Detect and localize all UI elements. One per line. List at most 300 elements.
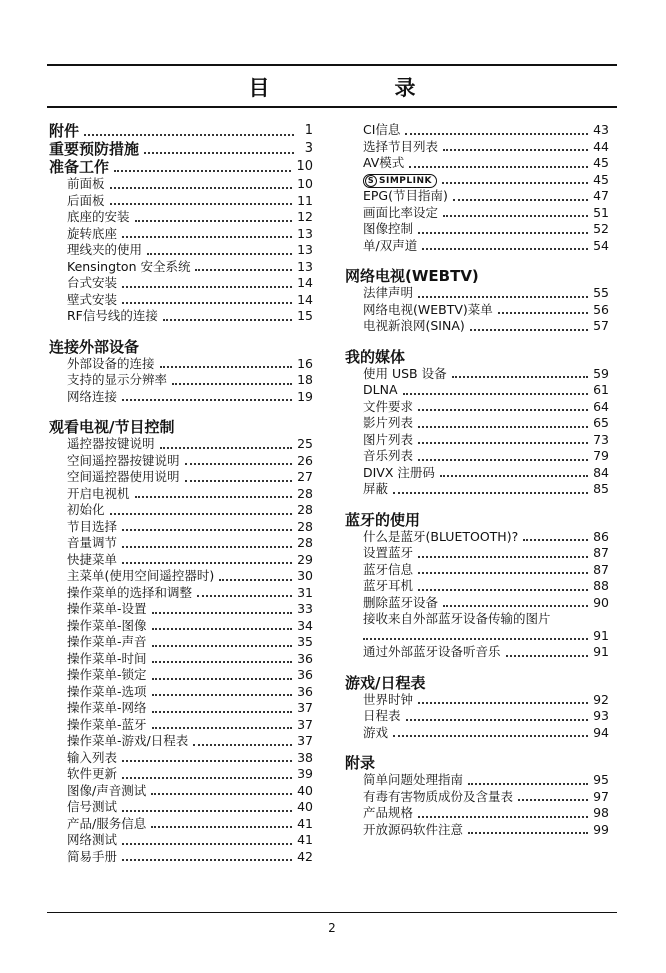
toc-entry[interactable] <box>345 822 609 839</box>
toc-entry[interactable] <box>345 415 609 432</box>
dot-leader <box>122 777 292 779</box>
toc-entry-label: 接收来自外部蓝牙设备传输的图片 <box>363 611 551 626</box>
toc-entry-label: 音量调节 <box>67 535 118 550</box>
toc-entry[interactable] <box>345 302 609 319</box>
toc-entry-label: 底座的安装 <box>67 209 130 224</box>
dot-leader <box>151 826 292 828</box>
page-ref: 47 <box>593 188 609 203</box>
dot-leader <box>152 694 293 696</box>
page-ref: 34 <box>297 617 313 633</box>
dot-leader <box>418 442 588 444</box>
toc-entry[interactable] <box>345 366 609 383</box>
toc-section <box>49 158 313 325</box>
dot-leader <box>122 859 292 861</box>
page-ref: 87 <box>593 545 609 560</box>
toc-entry[interactable] <box>345 481 609 498</box>
page-ref: 37 <box>297 700 313 715</box>
page-ref: 95 <box>593 772 609 787</box>
page-ref: 27 <box>297 469 313 484</box>
toc-entry-label: DIVX 注册码 <box>363 464 435 480</box>
dot-leader <box>393 735 588 737</box>
toc-entry[interactable] <box>345 789 609 806</box>
toc-entry-label: 操作菜单-声音 <box>67 634 147 649</box>
dot-leader <box>152 711 293 713</box>
section-heading[interactable] <box>345 754 609 772</box>
toc-entry[interactable] <box>49 308 313 325</box>
toc-section <box>345 511 609 661</box>
toc-entry-label: 图像控制 <box>363 221 414 236</box>
toc-entry[interactable] <box>49 453 313 470</box>
toc-entry-label: 旋转底座 <box>67 225 118 241</box>
page-ref: 98 <box>593 805 609 820</box>
toc-entry-label: 法律声明 <box>363 285 414 300</box>
toc-entry[interactable] <box>345 644 609 661</box>
toc-entry-label: DLNA <box>363 382 398 397</box>
toc-entry-label: 音乐列表 <box>363 448 414 463</box>
toc-section <box>49 140 313 158</box>
dot-leader <box>418 426 588 428</box>
toc-entry-label: 外部设备的连接 <box>67 355 155 371</box>
page-ref: 13 <box>297 225 313 241</box>
dot-leader <box>185 463 293 465</box>
toc-entry[interactable] <box>49 717 313 734</box>
dot-leader <box>195 269 292 271</box>
toc-entry[interactable] <box>345 611 609 628</box>
page-ref: 14 <box>297 291 313 307</box>
toc-entry-label: 网络电视(WEBTV)菜单 <box>363 301 493 317</box>
dot-leader <box>122 399 292 401</box>
toc-entry[interactable] <box>49 618 313 635</box>
section-heading[interactable] <box>49 338 313 356</box>
page-ref: 28 <box>297 485 313 501</box>
page-ref: 28 <box>297 535 313 550</box>
page-ref: 14 <box>297 275 313 290</box>
toc-entry-label: 产品规格 <box>363 805 414 820</box>
toc-entry-label: 游戏 <box>363 724 389 740</box>
toc-entry[interactable] <box>345 529 609 546</box>
dot-leader <box>110 513 293 515</box>
toc-entry[interactable] <box>345 545 609 562</box>
dot-leader <box>122 760 292 762</box>
toc-entry-label: 操作菜单-网络 <box>67 700 147 715</box>
page-ref: 40 <box>297 782 313 798</box>
toc-entry[interactable] <box>49 519 313 536</box>
toc-entry-label: 台式安装 <box>67 275 118 290</box>
toc-entry[interactable] <box>49 242 313 259</box>
toc-section <box>345 754 609 838</box>
dot-leader <box>498 312 588 314</box>
toc-entry-continuation[interactable] <box>345 628 609 645</box>
dot-leader <box>406 719 589 721</box>
page-ref: 45 <box>593 155 609 170</box>
dot-leader <box>393 492 588 494</box>
dot-leader <box>152 661 293 663</box>
page-ref: 97 <box>593 788 609 804</box>
page-ref: 36 <box>297 650 313 666</box>
toc-entry[interactable] <box>49 193 313 210</box>
toc-entry-label: 删除蓝牙设备 <box>363 594 439 610</box>
toc-entry-label: 简单问题处理指南 <box>363 772 464 787</box>
toc-entry-label: 什么是蓝牙(BLUETOOTH)? <box>363 528 519 544</box>
dot-leader <box>193 744 292 746</box>
toc-entry[interactable] <box>345 122 609 139</box>
toc-entry[interactable] <box>49 275 313 292</box>
page-ref: 93 <box>593 708 609 723</box>
dot-leader <box>422 248 588 250</box>
toc-entry-label: 操作菜单-图像 <box>67 617 147 633</box>
toc-entry[interactable] <box>49 535 313 552</box>
toc-entry[interactable] <box>345 595 609 612</box>
dot-leader <box>418 556 588 558</box>
toc-entry[interactable] <box>49 502 313 519</box>
toc-entry-label: 蓝牙信息 <box>363 561 414 577</box>
section-heading[interactable] <box>345 348 609 366</box>
dot-leader <box>152 645 293 647</box>
toc-entry[interactable] <box>345 382 609 399</box>
page-ref: 88 <box>593 578 609 593</box>
section-heading[interactable] <box>345 511 609 529</box>
dot-leader <box>163 319 292 321</box>
toc-entry[interactable] <box>345 805 609 822</box>
section-heading-label: 附件 <box>49 122 80 140</box>
toc-entry[interactable] <box>345 318 609 335</box>
section-heading[interactable] <box>49 418 313 436</box>
page-ref: 37 <box>297 716 313 732</box>
dot-leader <box>440 475 588 477</box>
toc-entry-label: 理线夹的使用 <box>67 242 143 257</box>
dot-leader <box>506 655 589 657</box>
page-ref: 99 <box>593 821 609 837</box>
toc-entry[interactable] <box>49 799 313 816</box>
toc-entry-label: 图像/声音测试 <box>67 782 147 798</box>
toc-entry[interactable] <box>345 432 609 449</box>
page-ref: 45 <box>593 171 609 187</box>
toc-entry[interactable] <box>49 209 313 226</box>
page-ref: 43 <box>593 122 609 137</box>
page-ref: 64 <box>593 398 609 414</box>
toc-entry[interactable] <box>49 226 313 243</box>
dot-leader <box>518 799 588 801</box>
toc-entry-label: 前面板 <box>67 176 105 191</box>
dot-leader <box>418 702 588 704</box>
toc-entry-label: EPG(节目指南) <box>363 188 448 203</box>
dot-leader <box>442 182 588 184</box>
dot-leader <box>418 232 588 234</box>
dot-leader <box>122 529 292 531</box>
toc-entry[interactable] <box>345 172 609 189</box>
page-ref: 13 <box>297 258 313 274</box>
toc-section <box>345 348 609 498</box>
page-ref: 31 <box>297 584 313 600</box>
dot-leader <box>443 149 588 151</box>
section-heading-label: 游戏/日程表 <box>345 673 426 692</box>
page-ref: 3 <box>304 141 313 156</box>
toc-entry[interactable] <box>49 389 313 406</box>
page-ref: 29 <box>297 551 313 567</box>
page-ref: 57 <box>593 318 609 333</box>
page-ref: 26 <box>297 452 313 468</box>
toc-entry[interactable] <box>49 849 313 866</box>
toc-entry[interactable] <box>49 816 313 833</box>
dot-leader <box>122 810 292 812</box>
page-ref: 1 <box>304 123 313 138</box>
toc-entry[interactable] <box>345 465 609 482</box>
dot-leader <box>443 605 588 607</box>
toc-entry[interactable] <box>49 372 313 389</box>
toc-entry[interactable] <box>49 176 313 193</box>
section-heading-label: 蓝牙的使用 <box>345 510 421 529</box>
toc-entry-label: 信号测试 <box>67 799 118 814</box>
page-ref: 36 <box>297 667 313 682</box>
toc-entry[interactable] <box>49 733 313 750</box>
page-ref: 91 <box>593 644 609 659</box>
toc-entry[interactable] <box>49 783 313 800</box>
dot-leader <box>219 579 292 581</box>
section-heading-label: 我的媒体 <box>345 347 406 366</box>
page-ref: 86 <box>593 528 609 544</box>
section-heading-label: 网络电视(WEBTV) <box>345 267 479 285</box>
toc-entry[interactable] <box>49 585 313 602</box>
toc-entry-label: 操作菜单-游戏/日程表 <box>67 733 189 748</box>
toc-entry[interactable] <box>49 634 313 651</box>
toc-section <box>49 338 313 406</box>
page-ref: 51 <box>593 204 609 220</box>
toc-entry[interactable] <box>345 238 609 255</box>
dot-leader <box>147 253 292 255</box>
toc-entry-label: 通过外部蓝牙设备听音乐 <box>363 644 501 659</box>
page-ref: 16 <box>297 355 313 371</box>
toc-entry-label: 遥控器按键说明 <box>67 436 155 451</box>
page-ref: 12 <box>297 209 313 224</box>
toc-entry-label: 影片列表 <box>363 415 414 430</box>
page-ref: 55 <box>593 285 609 300</box>
page-ref: 13 <box>297 242 313 257</box>
toc-entry[interactable] <box>49 436 313 453</box>
dot-leader <box>363 638 588 640</box>
toc-entry[interactable] <box>345 772 609 789</box>
page-ref: 37 <box>297 733 313 748</box>
toc-entry[interactable] <box>49 568 313 585</box>
toc-entry[interactable] <box>49 486 313 503</box>
dot-leader <box>151 793 292 795</box>
dot-leader <box>470 329 588 331</box>
toc-entry-label: 有毒有害物质成份及含量表 <box>363 788 514 804</box>
page-ref: 92 <box>593 691 609 707</box>
toc-entry-label: 设置蓝牙 <box>363 545 414 560</box>
page-number: 2 <box>328 921 336 935</box>
toc-entry[interactable] <box>49 766 313 783</box>
toc-right-column <box>345 122 609 838</box>
toc-entry-label: 选择节目列表 <box>363 138 439 154</box>
toc-entry-label: 操作菜单-锁定 <box>67 667 147 682</box>
simplink-logo <box>363 171 437 188</box>
toc-entry-label: 壁式安装 <box>67 291 118 307</box>
dot-leader <box>418 409 588 411</box>
toc-entry-label: 文件要求 <box>363 398 414 414</box>
dot-leader <box>523 539 588 541</box>
page-ref: 10 <box>297 176 313 191</box>
dot-leader <box>84 134 294 136</box>
toc-entry[interactable] <box>345 692 609 709</box>
section-heading[interactable] <box>345 674 609 692</box>
dot-leader <box>152 678 293 680</box>
toc-section <box>49 122 313 140</box>
dot-leader <box>452 376 588 378</box>
toc-entry-label: RF信号线的连接 <box>67 308 158 323</box>
toc-entry[interactable] <box>49 469 313 486</box>
toc-entry-label: 屏蔽 <box>363 481 389 496</box>
toc-entry[interactable] <box>345 725 609 742</box>
toc-entry[interactable] <box>345 188 609 205</box>
page-ref: 11 <box>297 192 313 208</box>
dot-leader <box>185 480 293 482</box>
dot-leader <box>418 816 588 818</box>
toc-entry[interactable] <box>49 552 313 569</box>
page-ref: 87 <box>593 561 609 577</box>
toc-entry[interactable] <box>49 667 313 684</box>
toc-entry-label: 图片列表 <box>363 431 414 447</box>
page-ref: 59 <box>593 365 609 381</box>
dot-leader <box>405 133 588 135</box>
toc-section <box>345 674 609 742</box>
toc-section <box>49 418 313 865</box>
toc-entry[interactable] <box>345 708 609 725</box>
page-ref: 33 <box>297 601 313 616</box>
toc-entry-label: 空间遥控器按键说明 <box>67 452 180 468</box>
toc-entry-label: 软件更新 <box>67 766 118 781</box>
section-heading-label: 重要预防措施 <box>49 140 140 158</box>
dot-leader <box>409 166 588 168</box>
toc-entry-label: 节目选择 <box>67 518 118 534</box>
page-ref: 35 <box>297 634 313 649</box>
toc-entry[interactable] <box>345 399 609 416</box>
toc-entry[interactable] <box>49 356 313 373</box>
toc-entry-label: 操作菜单-时间 <box>67 650 147 666</box>
toc-entry-label: 网络测试 <box>67 832 118 847</box>
toc-entry-label: 使用 USB 设备 <box>363 365 447 381</box>
toc-section <box>345 122 609 254</box>
toc-entry-label: 开启电视机 <box>67 485 130 501</box>
page-ref: 40 <box>297 799 313 814</box>
section-heading[interactable] <box>49 158 313 176</box>
page-ref: 85 <box>593 481 609 496</box>
section-heading-label: 附录 <box>345 754 376 772</box>
toc-section <box>345 267 609 335</box>
toc-entry[interactable] <box>345 155 609 172</box>
page-ref: 18 <box>297 372 313 387</box>
page-ref: 28 <box>297 518 313 534</box>
dot-leader <box>418 572 588 574</box>
page-ref: 73 <box>593 431 609 447</box>
page-ref: 54 <box>593 237 609 253</box>
page-ref: 42 <box>297 848 313 864</box>
dot-leader <box>122 236 292 238</box>
toc-entry-label: 产品/服务信息 <box>67 815 147 831</box>
dot-leader <box>135 220 293 222</box>
toc-entry[interactable] <box>345 139 609 156</box>
dot-leader <box>144 152 294 154</box>
dot-leader <box>172 383 292 385</box>
page-ref: 10 <box>296 159 313 174</box>
toc-entry-label: 输入列表 <box>67 749 118 765</box>
dot-leader <box>453 199 588 201</box>
toc-entry-label: 世界时钟 <box>363 691 414 707</box>
bottom-rule <box>47 912 617 913</box>
dot-leader <box>160 366 293 368</box>
page-ref: 39 <box>297 766 313 781</box>
toc-entry[interactable] <box>49 601 313 618</box>
toc-entry[interactable] <box>49 651 313 668</box>
toc-entry-label: Kensington 安全系统 <box>67 258 191 274</box>
toc-entry[interactable] <box>345 205 609 222</box>
section-heading[interactable] <box>49 140 313 158</box>
page-ref: 90 <box>593 594 609 610</box>
page-ref: 30 <box>297 568 313 583</box>
toc-entry-label: 网络连接 <box>67 388 118 404</box>
dot-leader <box>418 459 588 461</box>
page-ref: 28 <box>297 502 313 517</box>
toc-entry-label: 初始化 <box>67 502 105 517</box>
dot-leader <box>468 783 588 785</box>
toc-entry[interactable] <box>49 832 313 849</box>
title-rule <box>47 106 617 108</box>
toc-entry[interactable] <box>49 750 313 767</box>
toc-entry-label: 操作菜单-设置 <box>67 601 147 616</box>
toc-entry[interactable] <box>49 684 313 701</box>
toc-entry-label: 支持的显示分辨率 <box>67 372 168 387</box>
dot-leader <box>160 447 293 449</box>
toc-entry-label: AV模式 <box>363 155 405 170</box>
toc-entry[interactable] <box>49 292 313 309</box>
toc-entry-label: 操作菜单的选择和调整 <box>67 584 193 600</box>
page-ref: 79 <box>593 448 609 463</box>
dot-leader <box>418 296 588 298</box>
section-heading[interactable] <box>345 267 609 285</box>
dot-leader <box>443 215 588 217</box>
toc-entry-label: 单/双声道 <box>363 237 418 253</box>
toc-entry-label: 后面板 <box>67 192 105 208</box>
dot-leader <box>403 393 589 395</box>
section-heading[interactable] <box>49 122 313 140</box>
top-rule <box>47 64 617 66</box>
toc-entry[interactable] <box>345 578 609 595</box>
page-ref: 44 <box>593 138 609 154</box>
section-heading-label: 连接外部设备 <box>49 337 140 356</box>
page-ref: 94 <box>593 724 609 740</box>
toc-entry-label: 日程表 <box>363 708 401 723</box>
page-ref: 19 <box>297 388 313 404</box>
toc-entry-label: CI信息 <box>363 122 401 137</box>
toc-entry[interactable] <box>345 562 609 579</box>
toc-entry[interactable] <box>345 221 609 238</box>
toc-entry-label: 电视新浪网(SINA) <box>363 318 465 333</box>
simplink-logo-text: SIMPLINK <box>379 176 432 186</box>
section-heading-label: 准备工作 <box>49 158 110 176</box>
dot-leader <box>418 589 588 591</box>
dot-leader <box>152 628 293 630</box>
page-ref: 91 <box>593 627 609 643</box>
page-ref: 36 <box>297 683 313 699</box>
toc-entry[interactable] <box>49 259 313 276</box>
dot-leader <box>122 546 292 548</box>
section-heading-label: 观看电视/节目控制 <box>49 418 175 436</box>
page-ref: 15 <box>297 308 313 323</box>
toc-entry[interactable] <box>345 448 609 465</box>
toc-entry[interactable] <box>49 700 313 717</box>
page-ref: 65 <box>593 415 609 430</box>
dot-leader <box>122 286 292 288</box>
toc-entry[interactable] <box>345 285 609 302</box>
